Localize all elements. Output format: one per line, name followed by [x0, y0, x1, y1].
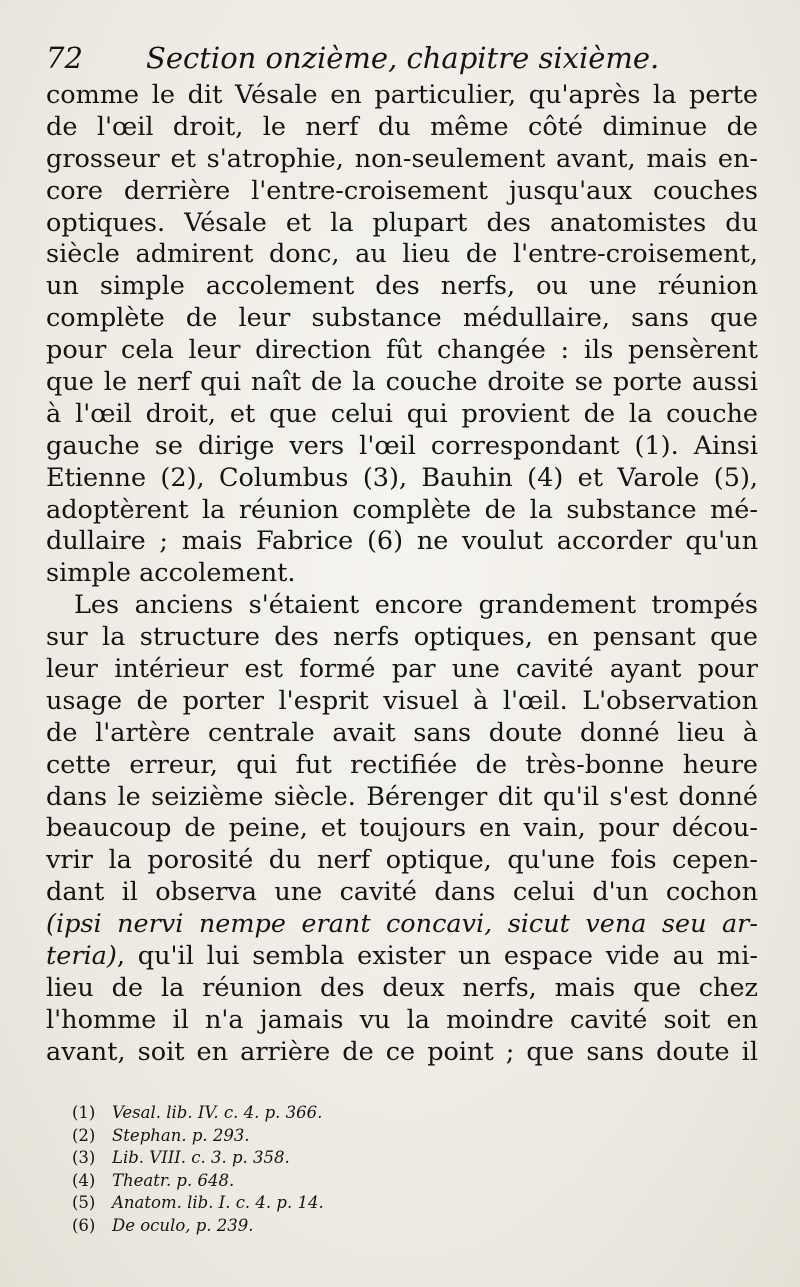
footnote-ref: (2): [72, 1125, 96, 1145]
footnote: [72, 1125, 672, 1148]
footnote-ref: (3): [72, 1148, 96, 1167]
page-number: 72: [46, 41, 83, 75]
text-line: core derrière l'entre-croisement jusqu'aux couches: [46, 175, 758, 206]
latin-quote-end: teria): [46, 941, 117, 972]
footnote-ref: (4): [72, 1170, 96, 1190]
text-line: grosseur et s'atrophie, non-seulement avant, mais en-: [46, 143, 758, 174]
running-head: Section onzième, chapitre sixième.: [146, 41, 660, 75]
text-line: [46, 941, 758, 973]
text-line: comme le dit Vésale en particulier, qu'après la perte: [46, 80, 758, 110]
footnote-text: Stephan. p. 293.: [112, 1125, 250, 1145]
text-line: beaucoup de peine, et toujours en vain, pour décou-: [46, 813, 758, 844]
footnote-ref: (1): [72, 1103, 96, 1122]
text-segment: , qu'il lui sembla exister un espace vide au mi-: [116, 941, 758, 972]
footnote: [72, 1215, 672, 1238]
footnote-text: Anatom. lib. I. c. 4. p. 14.: [112, 1193, 324, 1212]
text-line: leur intérieur est formé par une cavité ayant pour: [46, 654, 758, 685]
text-line: vrir la porosité du nerf optique, qu'une fois cepen-: [46, 845, 758, 876]
text-line: Etienne (2), Columbus (3), Bauhin (4) et Varole (5),: [46, 462, 758, 493]
text-line: complète de leur substance médullaire, sans que: [46, 303, 758, 334]
text-line: gauche se dirige vers l'œil correspondant (1). Ainsi: [46, 430, 758, 461]
body-text: [46, 80, 758, 1069]
text-line: pour cela leur direction fût changée : ils pensèrent: [46, 335, 758, 366]
footnote-text: De oculo, p. 239.: [112, 1215, 254, 1235]
footnote-text: Vesal. lib. IV. c. 4. p. 366.: [112, 1103, 323, 1122]
text-line: siècle admirent donc, au lieu de l'entre-croisement,: [46, 239, 758, 270]
text-line: sur la structure des nerfs optiques, en pensant que: [46, 622, 758, 653]
text-line-latin-quote: (ipsi nervi nempe erant concavi, sicut vena seu ar-: [46, 909, 758, 940]
footnotes: [72, 1102, 672, 1237]
footnote: [72, 1170, 672, 1193]
text-line: dullaire ; mais Fabrice (6) ne voulut accorder qu'un: [46, 526, 758, 557]
text-line: Les anciens s'étaient encore grandement trompés: [74, 590, 758, 621]
text-line: dant il observa une cavité dans celui d'un cochon: [46, 877, 758, 908]
text-line: optiques. Vésale et la plupart des anatomistes du: [46, 207, 758, 238]
text-line: simple accolement.: [46, 558, 296, 589]
text-line: que le nerf qui naît de la couche droite se porte aussi: [46, 367, 758, 398]
text-line: lieu de la réunion des deux nerfs, mais que chez: [46, 972, 758, 1003]
footnote: [72, 1147, 672, 1170]
footnote-text: Lib. VIII. c. 3. p. 358.: [112, 1148, 290, 1167]
text-line: usage de porter l'esprit visuel à l'œil. L'observation: [46, 685, 758, 716]
text-line: un simple accolement des nerfs, ou une réunion: [46, 271, 758, 302]
page-header: [46, 38, 746, 78]
footnote: [72, 1102, 672, 1125]
footnote-ref: (5): [72, 1193, 96, 1212]
text-line: dans le seizième siècle. Bérenger dit qu'il s'est donné: [46, 781, 758, 812]
text-line: de l'œil droit, le nerf du même côté diminue de: [46, 111, 758, 142]
text-line: cette erreur, qui fut rectifiée de très-bonne heure: [46, 749, 758, 780]
footnote: [72, 1192, 672, 1215]
footnote-text: Theatr. p. 648.: [112, 1170, 235, 1190]
text-line: de l'artère centrale avait sans doute donné lieu à: [46, 717, 758, 748]
text-line: l'homme il n'a jamais vu la moindre cavité soit en: [46, 1004, 758, 1035]
text-line: adoptèrent la réunion complète de la substance mé-: [46, 494, 758, 525]
text-line: avant, soit en arrière de ce point ; que sans doute il: [46, 1036, 758, 1067]
text-line: à l'œil droit, et que celui qui provient de la couche: [46, 398, 758, 429]
footnote-ref: (6): [72, 1215, 96, 1235]
